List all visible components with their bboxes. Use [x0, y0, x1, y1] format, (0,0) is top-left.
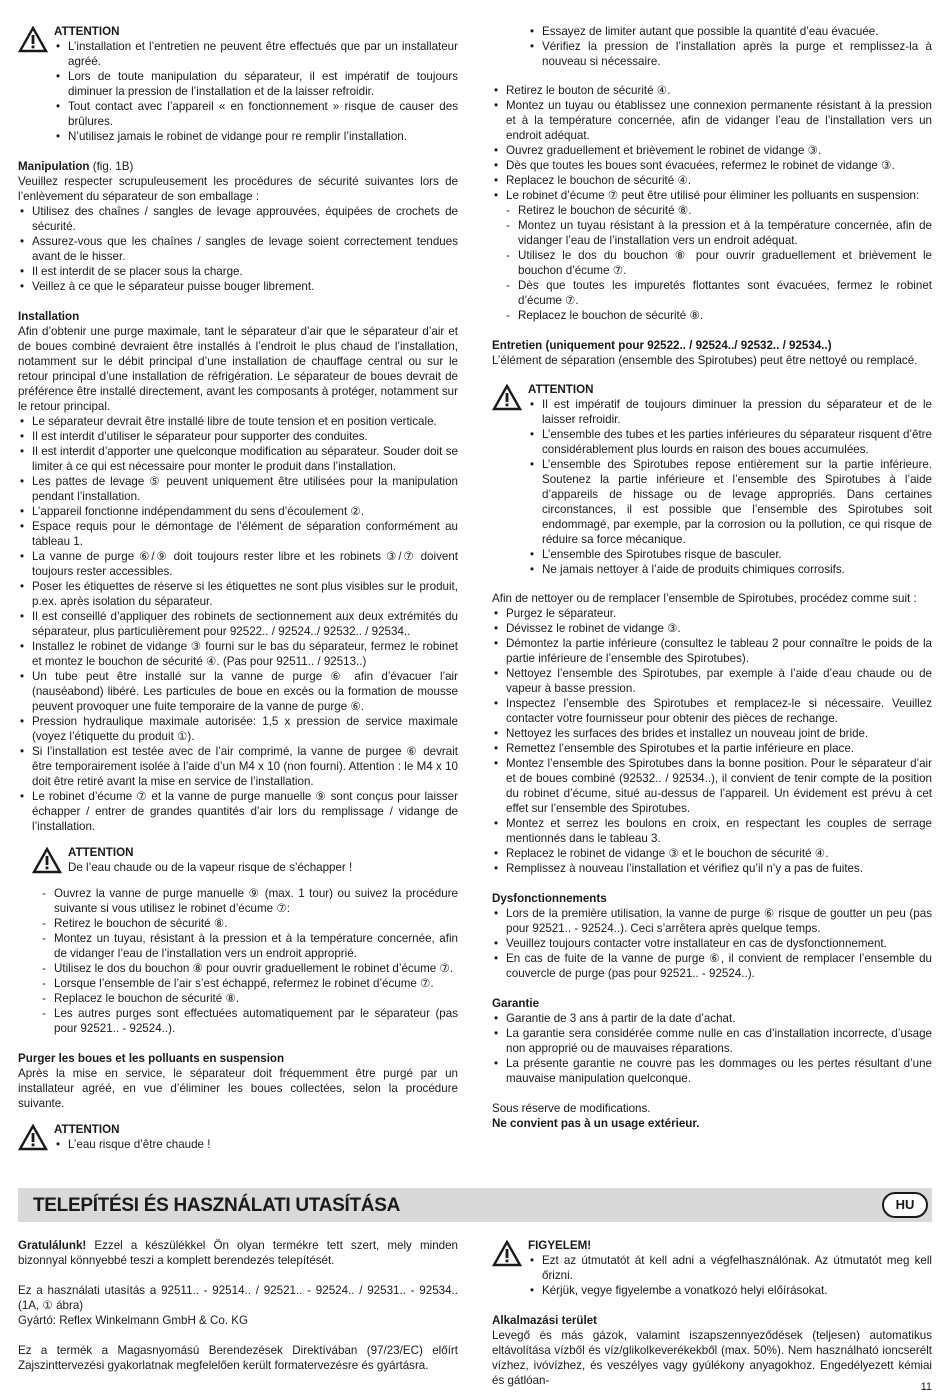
section-title: TELEPÍTÉSI ÉS HASZNÁLATI UTASÍTÁSA	[33, 1195, 400, 1216]
list-item: • Montez un tuyau ou établissez une connexion permanente résistant à la pression et à la température concernée, afin de vidanger l’eau de l’installation vers un endroit adéquat.	[492, 98, 932, 143]
paragraph: Levegő és más gázok, valamint iszapszennyeződések (teljesen) automatikus eltávolítása vízből és víz/glikolkeverékekből (max. 50%). Nem használható ioncserélt vízhez, ivóvízhez, és veszélyes vagy gyúlékony anyagokhoz. Engedélyezett kémiai és gátlóan-	[492, 1329, 932, 1387]
warranty-list	[492, 1011, 932, 1086]
heading-text: Manipulation	[18, 160, 90, 173]
list-item: - Dès que toutes les impuretés flottantes sont évacuées, fermez le robinet d’écume ⑦.	[504, 278, 932, 308]
page-number: 11	[920, 1381, 932, 1393]
list-item: • Replacez le robinet de vidange ③ et le bouchon de sécurité ④.	[492, 846, 932, 861]
list-item: - Retirez le bouchon de sécurité ⑧.	[504, 203, 932, 218]
attention-title: ATTENTION	[54, 25, 120, 38]
list-item: • Nettoyez les surfaces des brides et installez un nouveau joint de bride.	[492, 726, 932, 741]
list-item: • La garantie sera considérée comme nulle en cas d’installation incorrecte, d’usage non approprié ou de mauvaises réparations.	[492, 1026, 932, 1056]
installation-list	[18, 414, 458, 834]
list-item: • Remettez l’ensemble des Spirotubes et la partie inférieure en place.	[492, 741, 932, 756]
purge-steps-list	[18, 886, 458, 1036]
language-badge: HU	[882, 1192, 928, 1218]
list-item: - Replacez le bouchon de sécurité ⑧.	[504, 308, 932, 323]
list-item: - Montez un tuyau, résistant à la pression et à la température concernée, afin de vidanger l’eau de l’installation vers un endroit approprié.	[40, 931, 458, 961]
warning-triangle-icon	[32, 847, 62, 874]
intro-bold: Gratulálunk!	[18, 1239, 87, 1252]
attention-block-3	[18, 1122, 458, 1152]
footer-note: Sous réserve de modifications.	[492, 1102, 651, 1115]
list-item: • Ouvrez graduellement et brièvement le robinet de vidange ③.	[492, 143, 932, 158]
attention-block-2	[32, 845, 458, 875]
list-item: • Il est interdit de se placer sous la charge.	[18, 264, 458, 279]
paragraph: Veuillez respecter scrupuleusement les procédures de sécurité suivantes lors de l’enlèvement du séparateur de son emballage :	[18, 175, 458, 203]
list-item: • Retirez le bouton de sécurité ④.	[492, 83, 932, 98]
list-item: • L’appareil fonctionne indépendamment du sens d’écoulement ②.	[18, 504, 458, 519]
list-item: • Montez et serrez les boulons en croix, en respectant les couples de serrage mentionnés dans le tableau 3.	[492, 816, 932, 846]
list-item: • La présente garantie ne couvre pas les dommages ou les pertes résultant d’une mauvaise manipulation quelconque.	[492, 1056, 932, 1086]
list-item: • Il est interdit d’apporter une quelconque modification au séparateur. Souder doit se limiter à ce qui est nécessaire pour monter le produit dans l’installation.	[18, 444, 458, 474]
purge-steps-list	[492, 83, 932, 203]
section-heading	[18, 159, 458, 174]
paragraph: Ez a termék a Magasnyomású Berendezések Direktívában (97/23/EC) előírt Zajszinttervezési gyakorlatnak megfelelően került formatervezésre és gyártásra.	[18, 1344, 458, 1372]
hu-left-column	[18, 1238, 458, 1373]
warning-triangle-icon	[492, 1240, 522, 1267]
list-item: • Veillez à ce que le séparateur puisse bouger librement.	[18, 279, 458, 294]
list-item: • Il est impératif de toujours diminuer la pression du séparateur et de le laisser refroidir.	[528, 397, 932, 427]
list-item: • Purgez le séparateur.	[492, 606, 932, 621]
list-item: • Dévissez le robinet de vidange ③.	[492, 621, 932, 636]
cleaning-list	[492, 606, 932, 876]
attention-continued-list	[492, 24, 932, 69]
list-item: • Veuillez toujours contacter votre installateur en cas de dysfonctionnement.	[492, 936, 932, 951]
list-item: • Espace requis pour le démontage de l’élément de séparation conformément au tableau 1.	[18, 519, 458, 549]
list-item: • Lors de toute manipulation du séparateur, il est impératif de toujours diminuer la pression de l’installation et de la laisser refroidir.	[54, 69, 458, 99]
section-heading: Installation	[18, 310, 80, 323]
list-item: • En cas de fuite de la vanne de purge ⑥, il convient de remplacer l’ensemble du couvercle de purge (pas pour 92521.. - 92524..).	[492, 951, 932, 981]
attention-list	[528, 397, 932, 577]
list-item: • La vanne de purge ⑥/⑨ doit toujours rester libre et les robinets ③/⑦ doivent toujours rester accessibles.	[18, 549, 458, 579]
list-item: • Le séparateur devrait être installé libre de toute tension et en position verticale.	[18, 414, 458, 429]
list-item: - Ouvrez la vanne de purge manuelle ⑨ (max. 1 tour) ou suivez la procédure suivante si vous utilisez le robinet d’écume ⑦:	[40, 886, 458, 916]
list-item: • Il est conseillé d’appliquer des robinets de sectionnement aux deux extrémités du séparateur, plus particulièrement pour 92522.. / 92524../ 92532.. / 92534..	[18, 609, 458, 639]
skim-steps-list	[492, 203, 932, 323]
list-item: • Kérjük, vegye figyelembe a vonatkozó helyi előírásokat.	[528, 1283, 932, 1298]
list-item: • Les pattes de levage ⑤ peuvent uniquement être utilisées pour la manipulation pendant l’installation.	[18, 474, 458, 504]
list-item: - Les autres purges sont effectuées automatiquement par le séparateur (pas pour 92521.. - 92524..).	[40, 1006, 458, 1036]
list-item: • Installez le robinet de vidange ③ fourni sur le bas du séparateur, fermez le robinet et montez le bouchon de sécurité ④. (Pas pour 92511.. / 92513..)	[18, 639, 458, 669]
attention-title: ATTENTION	[528, 383, 594, 396]
paragraph: Afin d’obtenir une purge maximale, tant le séparateur d’air que le séparateur d’air et de boues combiné devraient être installés à l’endroit le plus chaud de l’installation, notamment sur le débit principal d’une installation de chauffage central ou sur le retour principal d’une installation de réfrigération. Le séparateur de boues devrait de préférence être installé directement, avant les composants à protéger, notamment sur le retour principal.	[18, 325, 458, 413]
list-item: • Nettoyez l’ensemble des Spirotubes, par exemple à l’aide d’eau chaude ou de vapeur à basse pression.	[492, 666, 932, 696]
section-heading: Purger les boues et les polluants en suspension	[18, 1052, 285, 1065]
list-item: • Inspectez l’ensemble des Spirotubes et remplacez-le si nécessaire. Veuillez contacter votre fournisseur pour obtenir des pièces de rechange.	[492, 696, 932, 726]
list-item: - Replacez le bouchon de sécurité ⑧.	[40, 991, 458, 1006]
warning-triangle-icon	[18, 1124, 48, 1151]
attention-block-4	[492, 382, 932, 577]
malfunction-list	[492, 906, 932, 981]
list-item: • Replacez le bouchon de sécurité ④.	[492, 173, 932, 188]
right-column	[492, 24, 932, 1131]
attention-block-hu	[492, 1238, 932, 1298]
list-item: - Lorsque l’ensemble de l’air s’est échappé, refermez le robinet d’écume ⑦.	[40, 976, 458, 991]
intro-text: Ezzel a készülékkel Ön olyan termékre tett szert, mely minden bizonnyal könnyebbé teszi a komplett berendezés telepítését.	[18, 1239, 458, 1267]
warning-triangle-icon	[492, 384, 522, 411]
paragraph: Après la mise en service, le séparateur doit fréquemment être purgé par un installateur agréé, en vue d’éliminer les boues collectées, selon la procédure suivante.	[18, 1067, 458, 1110]
hu-right-column	[492, 1238, 932, 1388]
attention-list	[528, 1253, 932, 1298]
list-item: • Essayez de limiter autant que possible la quantité d’eau évacuée.	[528, 24, 932, 39]
list-item: • Le robinet d’écume ⑦ peut être utilisé pour éliminer les polluants en suspension:	[492, 188, 932, 203]
section-heading: Entretien (uniquement pour 92522.. / 92524../ 92532.. / 92534..)	[492, 339, 832, 352]
list-item: - Utilisez le dos du bouchon ⑧ pour ouvrir graduellement et brièvement le bouchon d’écume ⑦.	[504, 248, 932, 278]
list-item: • Remplissez à nouveau l’installation et vérifiez qu’il n’y a pas de fuites.	[492, 861, 932, 876]
list-item: • Poser les étiquettes de réserve si les étiquettes ne sont plus visibles sur le produit, p.ex. après isolation du séparateur.	[18, 579, 458, 609]
section-heading: Garantie	[492, 997, 540, 1010]
list-item: • L’eau risque d’être chaude !	[54, 1137, 458, 1152]
attention-title: ATTENTION	[68, 846, 134, 859]
paragraph: Ez a használati utasítás a 92511.. - 92514.. / 92521.. - 92524.. / 92531.. - 92534.. (1A, ① ábra)	[18, 1284, 458, 1312]
list-item: • Ne jamais nettoyer à l’aide de produits chimiques corrosifs.	[528, 562, 932, 577]
list-item: - Montez un tuyau résistant à la pression et à la température concernée, afin de vidanger l’eau de l’installation vers un endroit adéquat.	[504, 218, 932, 248]
footer-bold-note: Ne convient pas à un usage extérieur.	[492, 1117, 700, 1130]
list-item: • Lors de la première utilisation, la vanne de purge ⑥ risque de goutter un peu (pas pour 92521.. - 92524..). Ceci s’arrêtera après quelque temps.	[492, 906, 932, 936]
section-heading: Dysfonctionnements	[492, 892, 607, 905]
list-item: • Démontez la partie inférieure (consultez le tableau 2 pour connaître le poids de la partie inférieure de l’ensemble des Spirotubes).	[492, 636, 932, 666]
paragraph: Afin de nettoyer ou de remplacer l’ensemble de Spirotubes, procédez comme suit :	[492, 592, 917, 605]
list-item: • Ezt az útmutatót át kell adni a végfelhasználónak. Az útmutatót meg kell őrizni.	[528, 1253, 932, 1283]
manipulation-list	[18, 204, 458, 294]
attention-title: ATTENTION	[54, 1123, 120, 1136]
list-item: • Tout contact avec l’appareil « en fonctionnement » risque de causer des brûlures.	[54, 99, 458, 129]
list-item: • L’ensemble des Spirotubes risque de basculer.	[528, 547, 932, 562]
list-item: • Dès que toutes les boues sont évacuées, refermez le robinet de vidange ③.	[492, 158, 932, 173]
list-item: • N’utilisez jamais le robinet de vidange pour re remplir l’installation.	[54, 129, 458, 144]
list-item: • Vérifiez la pression de l’installation après la purge et remplissez-la à nouveau si nécessaire.	[528, 39, 932, 69]
attention-text: De l’eau chaude ou de la vapeur risque de s’échapper !	[68, 861, 353, 874]
list-item: • Assurez-vous que les chaînes / sangles de levage soient correctement tendues avant de le hisser.	[18, 234, 458, 264]
list-item: • Un tube peut être installé sur la vanne de purge ⑥ afin d’évacuer l’air (nauséabond) libéré. Les particules de boue en excès ou la formation de mousse peuvent provoquer une fuite temporaire de la vanne de purge ⑥.	[18, 669, 458, 714]
attention-list	[54, 39, 458, 144]
list-item: • L’installation et l’entretien ne peuvent être effectués que par un installateur agréé.	[54, 39, 458, 69]
list-item: • Il est interdit d’utiliser le séparateur pour supporter des conduites.	[18, 429, 458, 444]
list-item: • Utilisez des chaînes / sangles de levage approuvées, équipées de crochets de sécurité.	[18, 204, 458, 234]
paragraph: Gyártó: Reflex Winkelmann GmbH & Co. KG	[18, 1314, 249, 1327]
attention-title: FIGYELEM!	[528, 1239, 592, 1252]
list-item: • Garantie de 3 ans à partir de la date d’achat.	[492, 1011, 932, 1026]
warning-triangle-icon	[18, 26, 48, 53]
attention-block-1	[18, 24, 458, 144]
list-item: - Retirez le bouchon de sécurité ⑧.	[40, 916, 458, 931]
section-header-bar	[18, 1188, 932, 1222]
attention-list	[54, 1137, 458, 1152]
paragraph	[18, 1238, 458, 1268]
list-item: • Montez l’ensemble des Spirotubes dans la bonne position. Pour le séparateur d’air et de boues combiné (92532.. / 92534..), il convient de tenir compte de la position du robinet d’écume, situé au-dessus de l’appareil. Un évidement est prévu à cet effet sur l’ensemble des Spirotubes.	[492, 756, 932, 816]
paragraph: L’élément de séparation (ensemble des Spirotubes) peut être nettoyé ou remplacé.	[492, 354, 918, 367]
section-heading: Alkalmazási terület	[492, 1314, 598, 1327]
left-column	[18, 24, 458, 1152]
list-item: • Pression hydraulique maximale autorisée: 1,5 x pression de service maximale (voyez l’étiquette du produit ①).	[18, 714, 458, 744]
heading-suffix: (fig. 1B)	[89, 160, 134, 173]
list-item: • Le robinet d’écume ⑦ et la vanne de purge manuelle ⑨ sont conçus pour laisser échapper / entrer de grandes quantités d’air lors du remplissage / vidange de l’installation.	[18, 789, 458, 834]
list-item: • Si l’installation est testée avec de l’air comprimé, la vanne de purgee ⑥ devrait être temporairement isolée à l’aide d’un M4 x 10 (non fourni). Attention : le M4 x 10 doit être retiré avant la mise en service de l’installation.	[18, 744, 458, 789]
list-item: • L’ensemble des Spirotubes repose entièrement sur la partie inférieure. Soutenez la partie inférieure et l’ensemble des Spirotubes à l’aide d’appareils de hissage ou de levage appropriés. Dans certaines circonstances, il est possible que l’ensemble des Spirotubes soit endommagé, par exemple, par la corrosion ou la pollution, ce qui risque de réduire sa force mécanique.	[528, 457, 932, 547]
list-item: - Utilisez le dos du bouchon ⑧ pour ouvrir graduellement le robinet d’écume ⑦.	[40, 961, 458, 976]
list-item: • L’ensemble des tubes et les parties inférieures du séparateur risquent d’être considérablement plus lourds en raison des boues accumulées.	[528, 427, 932, 457]
